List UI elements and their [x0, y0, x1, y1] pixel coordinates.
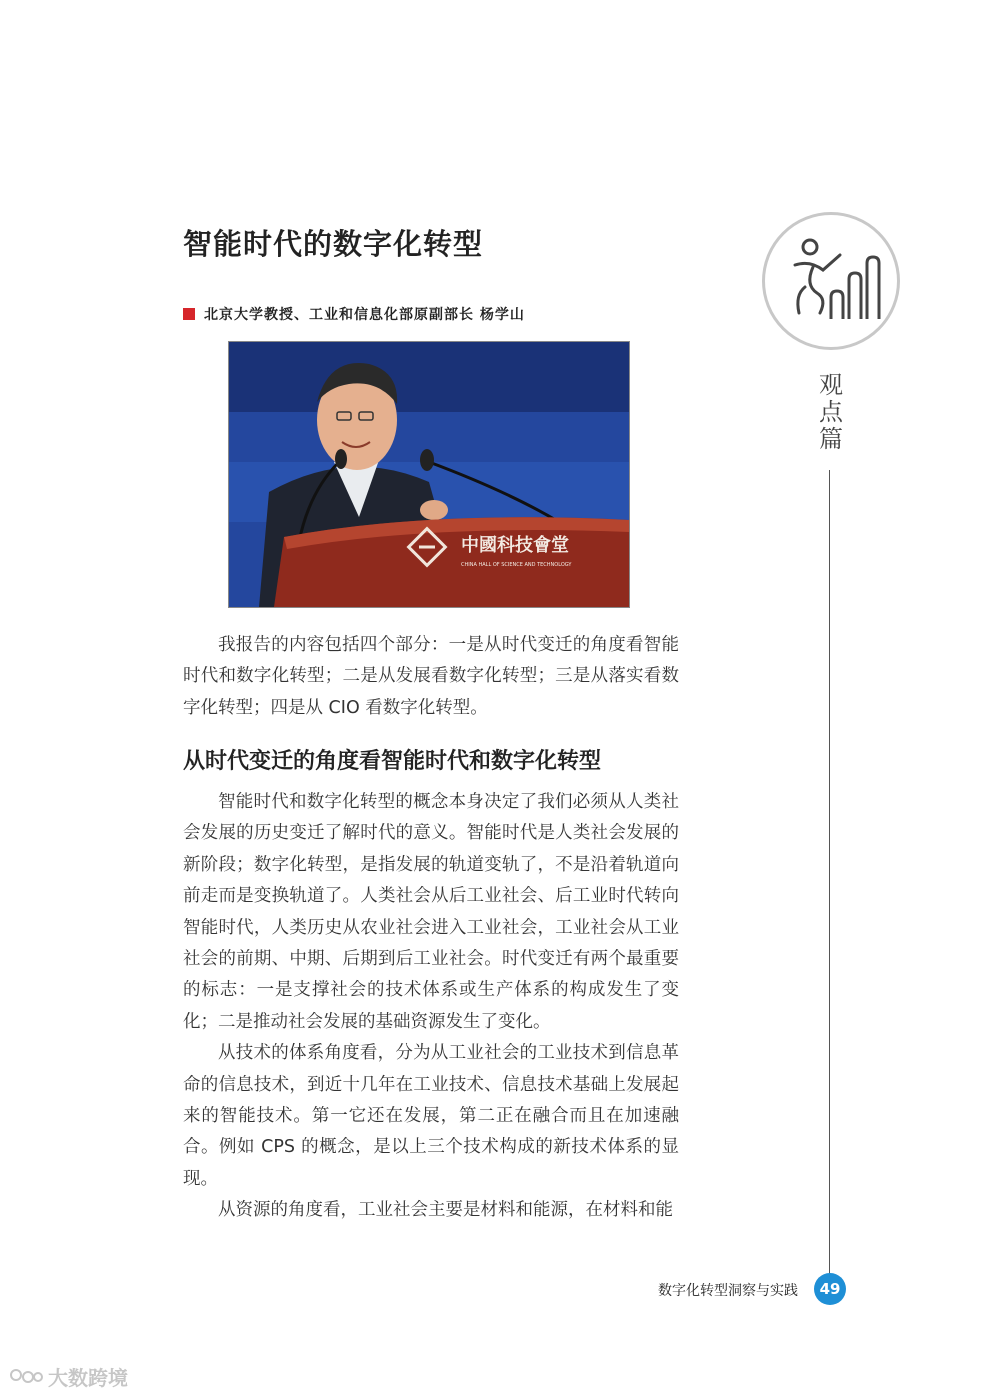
page-number: 49: [814, 1273, 846, 1305]
speaker-photo: [228, 341, 630, 608]
body-paragraph-3: 从资源的角度看，工业社会主要是材料和能源，在材料和能: [218, 1200, 673, 1221]
article-title: 智能时代的数字化转型: [183, 227, 484, 261]
body-paragraph-1: 智能时代和数字化转型的概念本身决定了我们必须从人类社会发展的历史变迁了解时代的意义。智能时代是人类社会发展的新阶段；数字化转型，是指发展的轨道变轨了，不是沿着轨道向前走而是变换轨道了。人类社会从后工业社会、后工业时代转向智能时代，人类历史从农业社会进入工业社会，工业社会从工业社会的前期、中期、后期到后工业社会。时代变迁有两个最重要的标志：一是支撑社会的技术体系或生产体系的构成发生了变化；二是推动社会发展的基础资源发生了变化。: [183, 792, 679, 1032]
sidebar-divider: [829, 470, 830, 1275]
climbing-figure-icon: [765, 215, 897, 347]
section-emblem: [762, 212, 900, 350]
author-text: 北京大学教授、工业和信息化部原副部长 杨学山: [204, 307, 525, 323]
red-square-marker: [183, 308, 195, 320]
intro-paragraph-block: [183, 630, 679, 724]
watermark: [8, 1362, 128, 1391]
watermark-text: 大数跨境: [48, 1366, 128, 1390]
podium-subtext: CHINA HALL OF SCIENCE AND TECHNOLOGY: [461, 562, 572, 568]
podium-text: 中國科技會堂: [461, 535, 569, 556]
footer-book-title: 数字化转型洞察与实践: [658, 1283, 798, 1299]
intro-paragraph: 我报告的内容包括四个部分：一是从时代变迁的角度看智能时代和数字化转型；二是从发展看数字化转型；三是从落实看数字化转型；四是从 CIO 看数字化转型。: [183, 635, 679, 718]
author-line: [183, 304, 525, 324]
speaker-photo-illustration: [229, 342, 629, 607]
body-paragraph-2: 从技术的体系角度看，分为从工业社会的工业技术到信息革命的信息技术，到近十几年在工业技术、信息技术基础上发展起来的智能技术。第一它还在发展，第二正在融合而且在加速融合。例如 CPS 的概念，是以上三个技术构成的新技术体系的显现。: [183, 1043, 679, 1189]
body-paragraphs: [183, 787, 679, 1227]
section-label: 观点篇: [819, 371, 843, 453]
section-heading: 从时代变迁的角度看智能时代和数字化转型: [183, 748, 602, 774]
watermark-logo-icon: [8, 1365, 44, 1389]
